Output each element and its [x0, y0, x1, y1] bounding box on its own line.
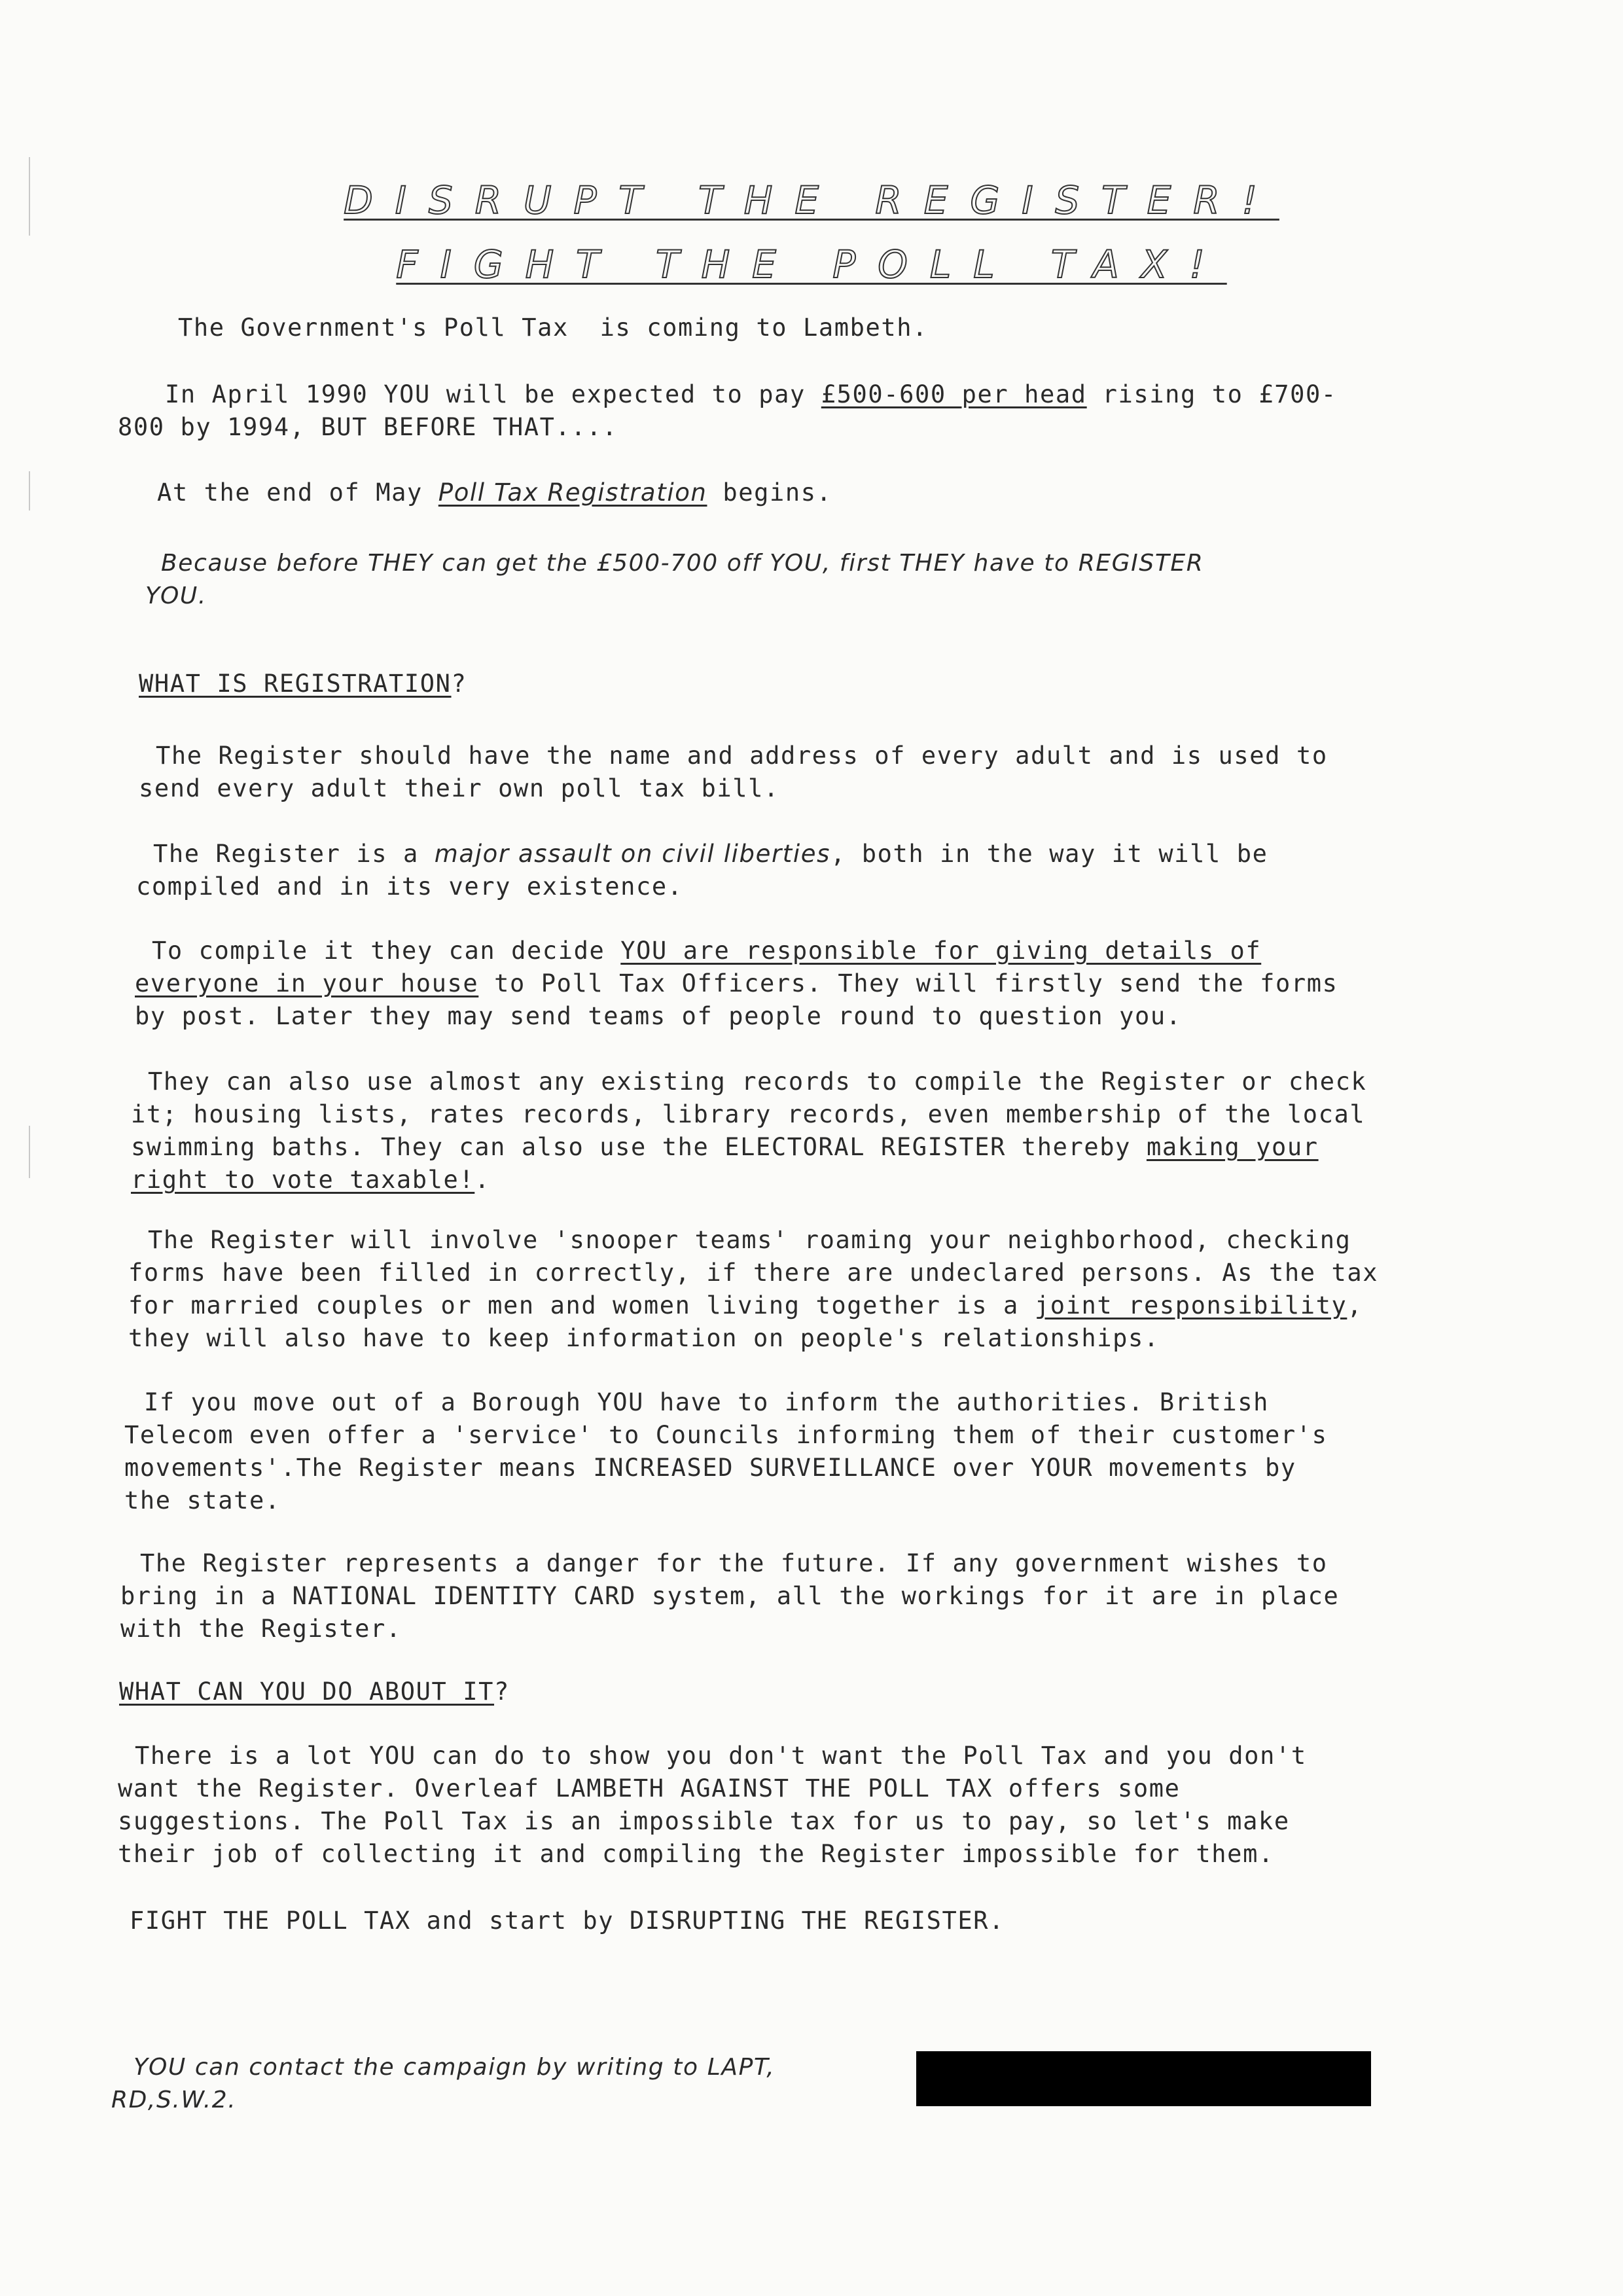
- registration-paragraph-7: The Register represents a danger for the future. If any government wishes to bring in a NATIONAL IDENTITY CARD system, all the workings for it are in place with the Register.: [120, 1549, 1340, 1643]
- intro-paragraph-3: At the end of May Poll Tax Registration begins.: [157, 478, 832, 507]
- registration-paragraph-4: They can also use almost any existing records to compile the Register or check it; housing lists, rates records, library records, even membership of the local swimming baths. They can also use the ELECTORAL REGISTER thereby making your right to vote taxable!.: [131, 1067, 1367, 1194]
- intro-paragraph-2: In April 1990 YOU will be expected to pay £500-600 per head rising to £700- 800 by 1994, BUT BEFORE THAT....: [118, 380, 1337, 441]
- registration-paragraph-5: The Register will involve 'snooper teams' roaming your neighborhood, checking forms have been filled in correctly, if there are undeclared persons. As the tax for married couples or men and women living together is a joint responsibility, they will also have to keep information on people's relationships.: [128, 1226, 1379, 1352]
- section-heading-what-can-you-do: WHAT CAN YOU DO ABOUT IT?: [119, 1677, 510, 1706]
- headline-fight-poll-tax: FIGHT THE POLL TAX!: [396, 242, 1227, 287]
- emphasis-civil-liberties: major assault on civil liberties: [434, 840, 831, 868]
- underlined-registration: Poll Tax Registration: [438, 478, 707, 507]
- scan-edge-mark: [29, 1126, 30, 1178]
- registration-paragraph-1: The Register should have the name and address of every adult and is used to send every adult their own poll tax bill.: [139, 742, 1328, 802]
- action-paragraph-2: FIGHT THE POLL TAX and start by DISRUPTING THE REGISTER.: [130, 1907, 1005, 1935]
- registration-paragraph-6: If you move out of a Borough YOU have to inform the authorities. British Telecom even offer a 'service' to Councils informing them of their customer's movements'.The Register means INCREASED SURVEILLANCE over YOUR movements by the state.: [124, 1388, 1328, 1515]
- underlined-amount: £500-600 per head: [821, 380, 1087, 408]
- registration-paragraph-3: To compile it they can decide YOU are responsible for giving details of everyone in your house to Poll Tax Officers. They will firstly send the forms by post. Later they may send teams of people round to question you.: [135, 937, 1338, 1030]
- redaction-bar: [916, 2051, 1371, 2106]
- scan-edge-mark: [29, 471, 30, 511]
- intro-paragraph-4: Because before THEY can get the £500-700 off YOU, first THEY have to REGISTER YOU.: [145, 550, 1204, 609]
- contact-paragraph: YOU can contact the campaign by writing to LAPT, RD,S.W.2.: [111, 2054, 776, 2113]
- action-paragraph-1: There is a lot YOU can do to show you don't want the Poll Tax and you don't want the Register. Overleaf LAMBETH AGAINST THE POLL TAX offers some suggestions. The Poll Tax is an impossible tax for us to pay, so let's make their job of collecting it and compiling the Register impossible for them.: [118, 1742, 1307, 1868]
- registration-paragraph-2: The Register is a major assault on civil liberties, both in the way it will be compiled and in its very existence.: [136, 840, 1268, 901]
- section-heading-registration: WHAT IS REGISTRATION?: [139, 670, 467, 698]
- headline-disrupt-register: DISRUPT THE REGISTER!: [344, 178, 1279, 223]
- intro-paragraph-1: The Government's Poll Tax is coming to Lambeth.: [178, 314, 929, 342]
